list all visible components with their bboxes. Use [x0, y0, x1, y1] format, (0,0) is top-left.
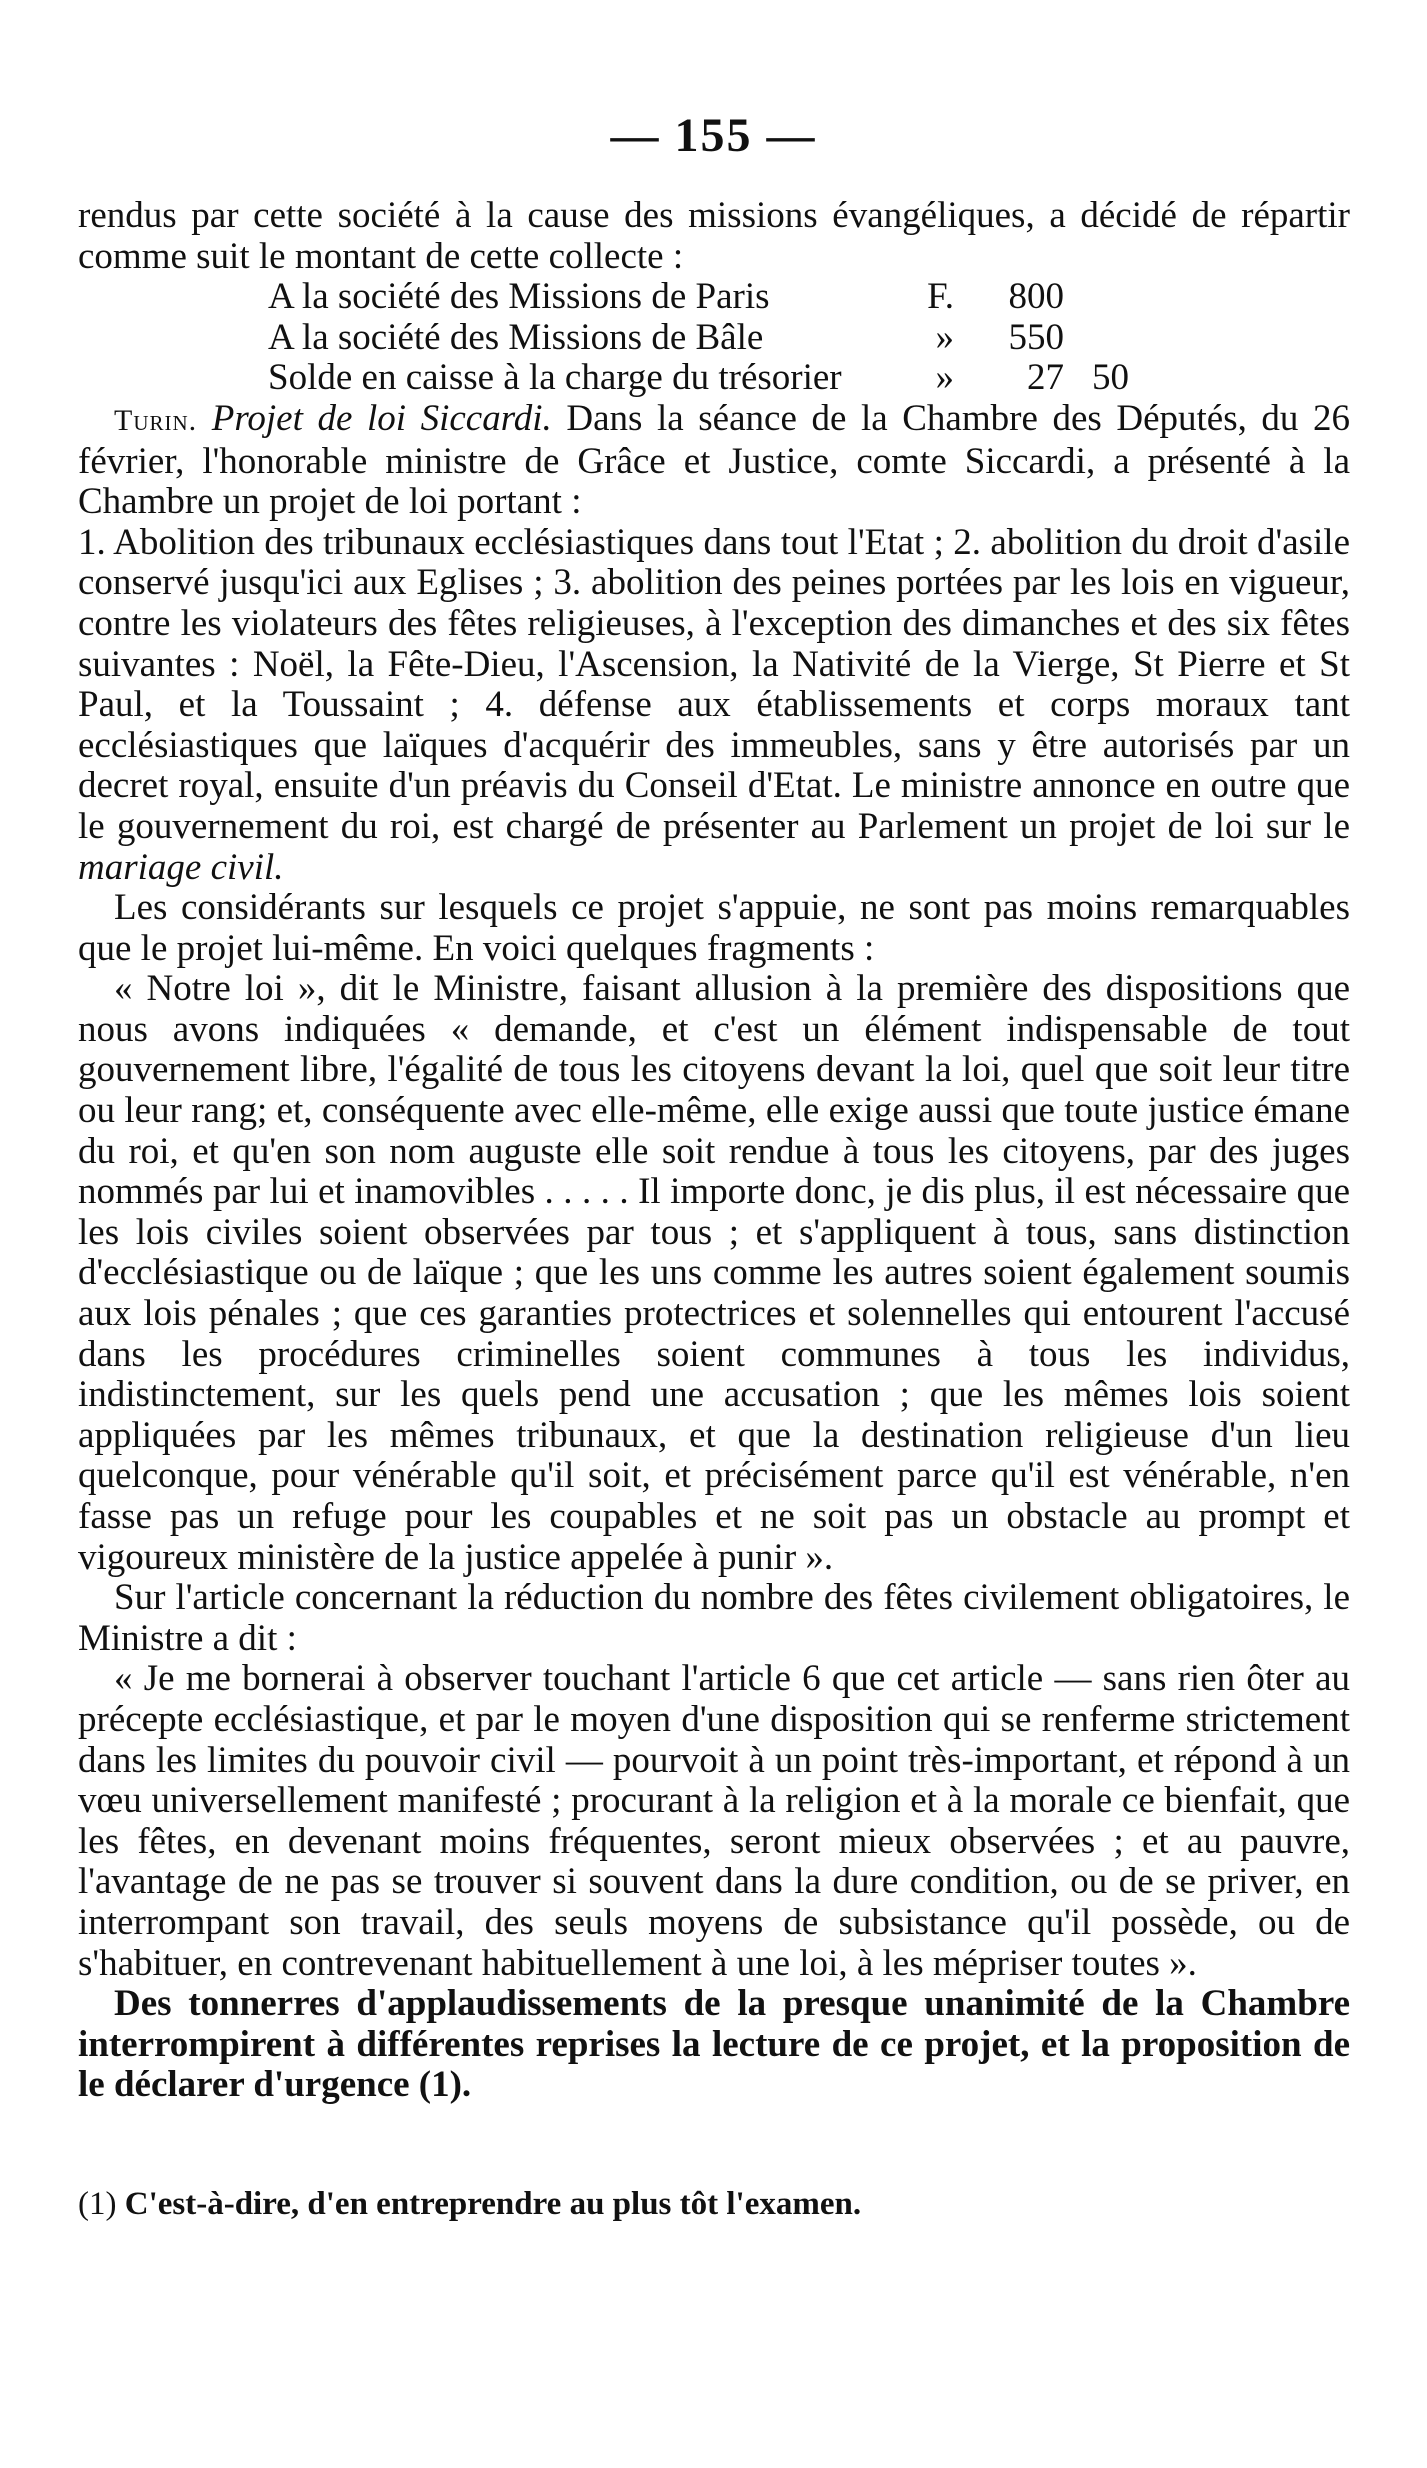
paragraph-notre-loi: « Notre loi », dit le Ministre, faisant allusion à la première des dispositions que nous avons indiquées « demande, et c'est un élément indispensable de tout gouvernement libre, l'égalité de tous les citoyens devant la loi, quel que soit leur titre ou leur rang; et, conséquente avec elle-même, elle exige aussi que toute justice émane du roi, et qu'en son nom auguste elle soit rendue à tous les citoyens, par des juges nommés par lui et inamovibles . . . . . Il importe donc, je dis plus, il est nécessaire que les lois civiles soient observées par tous ; et s'appliquent à tous, sans distinction d'ecclésiastique ou de laïque ; que les uns comme les autres soient également soumis aux lois pénales ; que ces garanties protectrices et solennelles qui entourent l'accusé dans les procédures criminelles soient communes à tous les individus, indistinctement, sur les quels pend une accusation ; que les mêmes lois soient appliquées par les mêmes tribunaux, et que la destination religieuse d'un lieu quelconque, pour vénérable qu'il soit, et précisément parce qu'il est vénérable, n'en fasse pas un refuge pour les coupables et ne soit pas un obstacle au prompt et vigoureux ministère de la justice appelée à punir ». — [78, 968, 1350, 1578]
donation-cents: 50 — [1092, 357, 1129, 399]
page-number-header: — 155 — — [610, 109, 817, 162]
paragraph-considerants: Les considérants sur lesquels ce projet s'appuie, ne sont pas moins remarquables que le projet lui-même. En voici quelques fragments : — [78, 887, 1350, 969]
donation-label: A la société des Missions de Bâle — [268, 316, 764, 358]
footnote-text: C'est-à-dire, d'en entreprendre au plus tôt l'examen. — [124, 2186, 862, 2222]
section-title: Projet de loi Siccardi. — [211, 397, 552, 439]
donation-amount: 800 — [1008, 276, 1064, 318]
articles-text: 1. Abolition des tribunaux ecclésiastiques dans tout l'Etat ; 2. abolition du droit d'asile conservé jusqu'ici aux Eglises ; 3. abolition des peines portées par les lois en vigueur, contre les violateurs des fêtes religieuses, à l'exception des dimanches et des six fêtes suivantes : Noël, la Fête-Dieu, l'Ascension, la Nativité de la Vierge, St Pierre et St Paul, et la Toussaint ; 4. défense aux établissements et corps moraux tant ecclésiastiques que laïques d'acquérir des immeubles, sans y être autorisés par un decret royal, ensuite d'un préavis du Conseil d'Etat. Le ministre annonce en outre que le gouvernement du roi, est chargé de présenter au Parlement un projet de loi sur le — [78, 521, 1350, 847]
paragraph-sur-article: Sur l'article concernant la réduction du nombre des fêtes civilement obligatoires, le Ministre a dit : — [78, 1577, 1350, 1659]
main-text — [78, 196, 1350, 2106]
donation-row-bale — [78, 318, 1350, 359]
turin-text: Dans la séance de la Chambre des Députés, du 26 février, l'honorable ministre de Grâce et Justice, comte Siccardi, a présenté à la Chambre un projet de loi portant : — [78, 397, 1351, 523]
donation-amount: 550 — [1008, 316, 1064, 358]
donation-amount: 27 — [1027, 357, 1064, 399]
paragraph-intro: rendus par cette société à la cause des missions évangéliques, a décidé de répartir comme suit le montant de cette collecte : — [78, 195, 1350, 277]
donation-label: A la société des Missions de Paris — [268, 276, 770, 318]
paragraph-articles — [78, 523, 1350, 888]
donation-marker: » — [935, 357, 954, 399]
paragraph-turin — [78, 399, 1350, 523]
donation-marker: » — [935, 316, 954, 358]
mariage-civil-italic: mariage civil. — [78, 846, 284, 888]
footnote — [78, 2186, 1350, 2223]
place-name: Turin. — [114, 403, 198, 437]
donation-row-paris — [78, 277, 1350, 318]
paragraph-tonnerres: Des tonnerres d'applaudissements de la presque unanimité de la Chambre interrompirent à différentes reprises la lecture de ce projet, et la proposition de le déclarer d'urgence (1). — [78, 1983, 1350, 2106]
donation-marker: F. — [927, 276, 954, 318]
donation-row-solde — [78, 358, 1350, 399]
donation-label: Solde en caisse à la charge du trésorier — [268, 357, 842, 399]
paragraph-je-me: « Je me bornerai à observer touchant l'article 6 que cet article — sans rien ôter au précepte ecclésiastique, et par le moyen d'une disposition qui se renferme strictement dans les limites du pouvoir civil — pourvoit à un point très-important, et répond à un vœu universellement manifesté ; procurant à la religion et à la morale ce bienfait, que les fêtes, en devenant moins fréquentes, seront mieux observées ; et au pauvre, l'avantage de ne pas se trouver si souvent dans la dure condition, ou de se priver, en interrompant son travail, des seuls moyens de subsistance qu'il possède, ou de s'habituer, en contrevenant habituellement à une loi, à les mépriser toutes ». — [78, 1658, 1350, 1984]
footnote-mark: (1) — [78, 2186, 117, 2222]
